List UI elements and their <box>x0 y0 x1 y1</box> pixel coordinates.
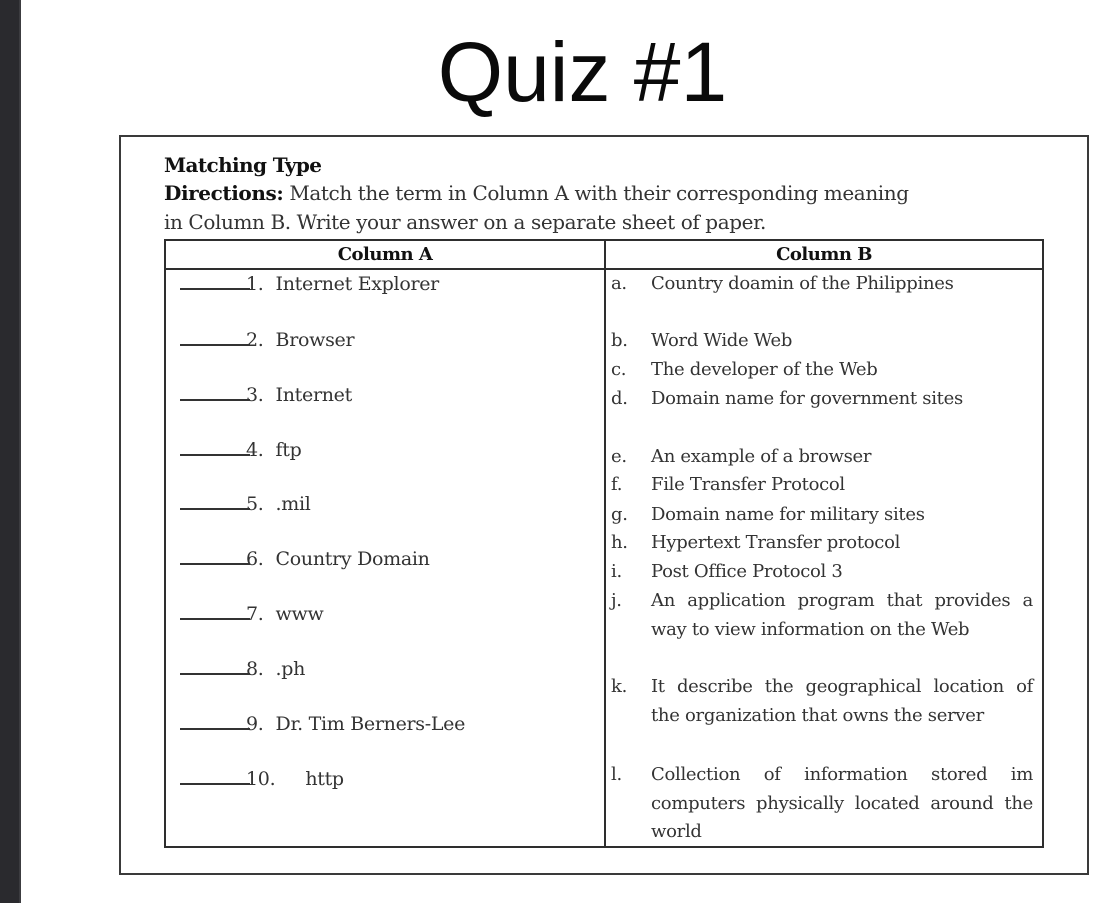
section-heading: Matching Type <box>164 153 322 177</box>
column-a-item: 4. ftp <box>180 437 301 463</box>
answer-blank[interactable] <box>180 344 250 346</box>
column-a-item: 5. .mil <box>180 491 311 517</box>
column-b-item: l. Collection of information stored im computers physically located around the world <box>611 764 1033 842</box>
column-a-item: 3. Internet <box>180 382 352 408</box>
quiz-title: Quiz #1 <box>437 25 728 119</box>
answer-blank[interactable] <box>180 673 250 675</box>
answer-blank[interactable] <box>180 563 250 565</box>
column-b-item: e. An example of a browser <box>611 446 872 467</box>
answer-blank[interactable] <box>180 783 250 785</box>
column-a-item: 9. Dr. Tim Berners-Lee <box>180 711 465 737</box>
column-b-item: i. Post Office Protocol 3 <box>611 561 843 582</box>
directions <box>164 179 1049 237</box>
answer-blank[interactable] <box>180 288 250 290</box>
column-b-item: d. Domain name for government sites <box>611 388 963 409</box>
column-a-item: 8. .ph <box>180 656 305 682</box>
column-a-item: 7. www <box>180 601 323 627</box>
column-b-item: g. Domain name for military sites <box>611 504 925 525</box>
column-b-item: c. The developer of the Web <box>611 359 878 380</box>
answer-blank[interactable] <box>180 618 250 620</box>
answer-blank[interactable] <box>180 399 250 401</box>
column-b-item: f. File Transfer Protocol <box>611 474 845 495</box>
directions-text-line2: in Column B. Write your answer on a separate sheet of paper. <box>164 210 766 234</box>
directions-text-line1: Match the term in Column A with their corresponding meaning <box>289 181 909 205</box>
column-a-item: 1. Internet Explorer <box>180 271 439 297</box>
matching-table <box>164 239 1044 848</box>
column-a-item: 2. Browser <box>180 327 354 353</box>
column-b-item: b. Word Wide Web <box>611 330 793 351</box>
answer-blank[interactable] <box>180 508 250 510</box>
column-b-item: j. An application program that provides a way to view information on the Web <box>611 590 1033 640</box>
column-b-item: h. Hypertext Transfer protocol <box>611 532 901 553</box>
column-a-header: Column A <box>337 244 433 265</box>
column-divider <box>604 241 606 846</box>
column-b-item: a. Country doamin of the Philippines <box>611 273 954 294</box>
column-b-header: Column B <box>776 244 872 265</box>
column-b-item: k. It describe the geographical location of the organization that owns the server <box>611 676 1033 726</box>
directions-label: Directions: <box>164 181 284 205</box>
answer-blank[interactable] <box>180 728 250 730</box>
answer-blank[interactable] <box>180 454 250 456</box>
column-a-item: 10. http <box>180 766 344 792</box>
viewer-side-bar <box>0 0 21 903</box>
column-a-item: 6. Country Domain <box>180 546 430 572</box>
